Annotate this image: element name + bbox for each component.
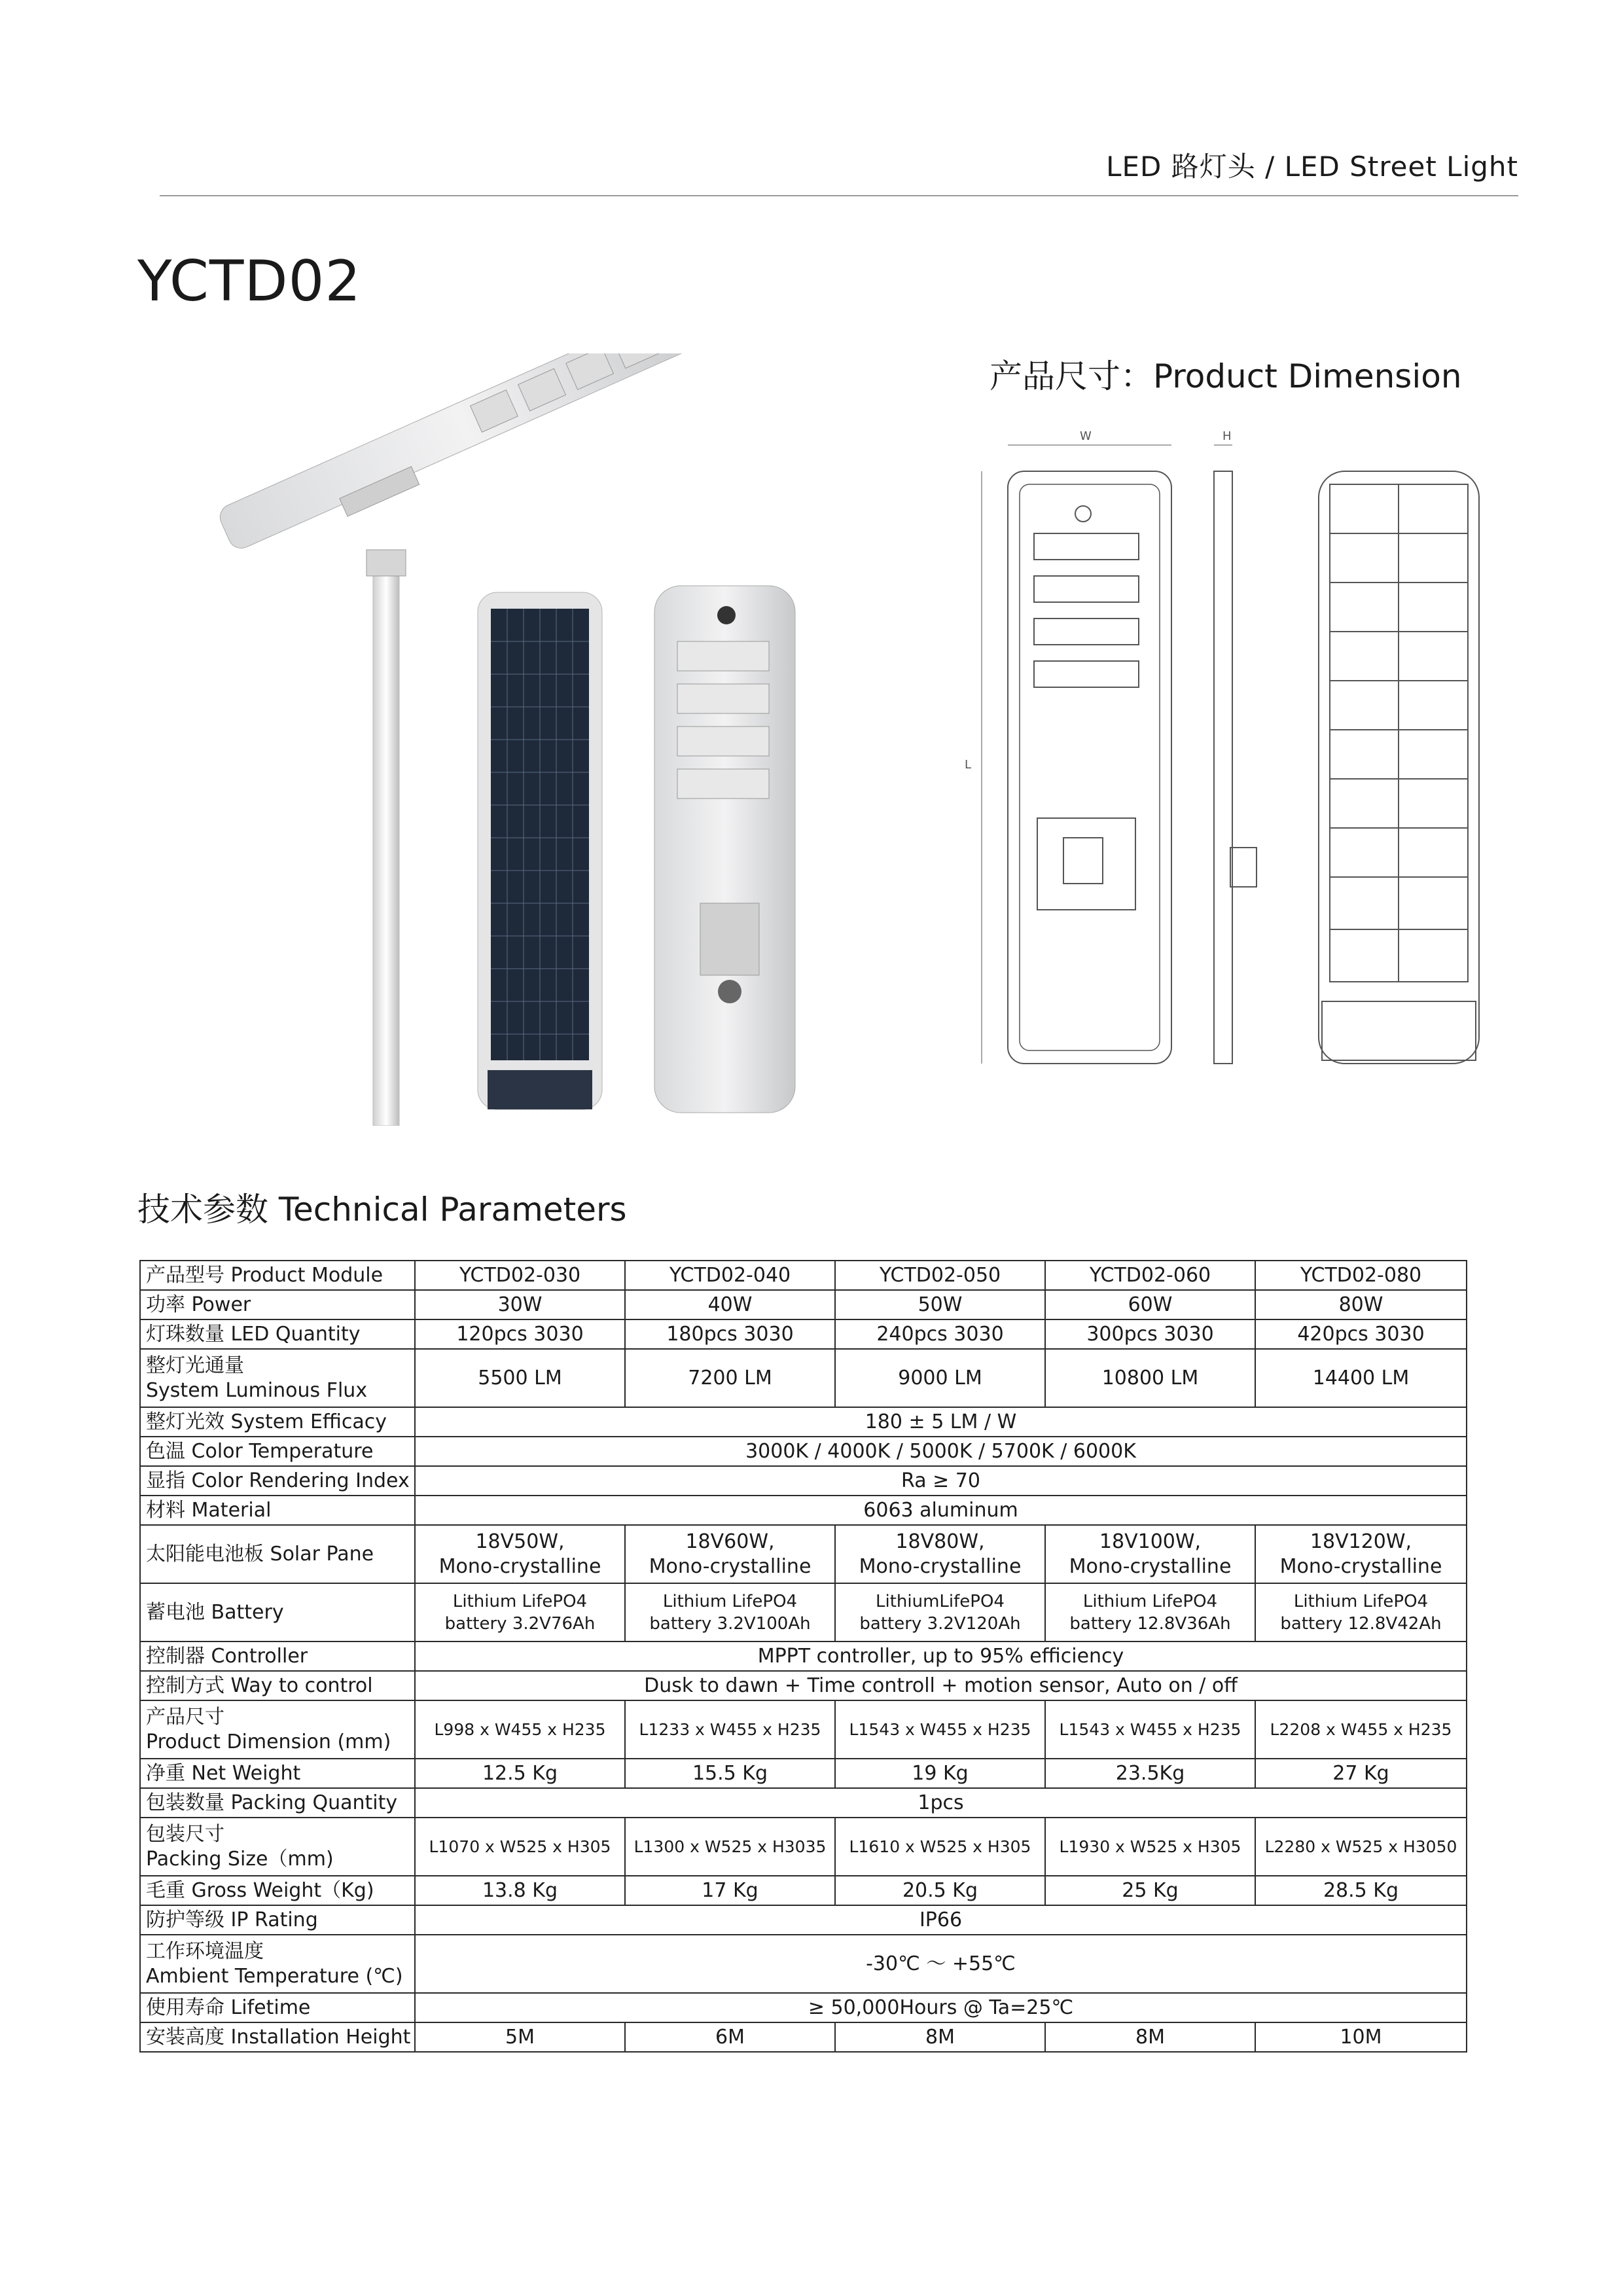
cell-line: 18V100W, (1099, 1530, 1202, 1553)
parameters-table (139, 1260, 1467, 2053)
table-cell: 20.5 Kg (835, 1876, 1045, 1905)
cell-line: 18V50W, (475, 1530, 565, 1553)
table-row (140, 1671, 1467, 1700)
table-cell (835, 1583, 1045, 1641)
row-label-cn: 整灯光通量 (146, 1354, 244, 1377)
cell-line: Mono-crystalline (859, 1554, 1022, 1578)
table-cell: 25 Kg (1045, 1876, 1255, 1905)
table-cell (415, 1525, 625, 1583)
table-cell: YCTD02-030 (415, 1261, 625, 1290)
cell-line: 18V80W, (895, 1530, 985, 1553)
table-cell (1255, 1583, 1467, 1641)
table-cell: 10M (1255, 2022, 1467, 2052)
cell-line: 18V60W, (685, 1530, 775, 1553)
table-cell: 5500 LM (415, 1349, 625, 1407)
row-label-cn: 产品尺寸 (146, 1705, 224, 1729)
table-cell: Dusk to dawn + Time controll + motion sensor, Auto on / off (415, 1671, 1467, 1700)
table-cell: L1233 x W455 x H235 (625, 1700, 835, 1759)
table-cell: L2208 x W455 x H235 (1255, 1700, 1467, 1759)
table-cell: 13.8 Kg (415, 1876, 625, 1905)
cell-line: Lithium LifePO4 (662, 1591, 798, 1611)
cell-line: battery 12.8V36Ah (1069, 1613, 1231, 1634)
table-cell: Ra ≥ 70 (415, 1466, 1467, 1496)
cell-line: 18V120W, (1310, 1530, 1412, 1553)
table-cell: 28.5 Kg (1255, 1876, 1467, 1905)
table-cell: 23.5Kg (1045, 1759, 1255, 1788)
table-row (140, 1407, 1467, 1437)
row-label (140, 1935, 415, 1993)
cell-line: Lithium LifePO4 (1293, 1591, 1429, 1611)
table-cell: 420pcs 3030 (1255, 1319, 1467, 1349)
cell-line: LithiumLifePO4 (876, 1591, 1005, 1611)
table-cell (835, 1525, 1045, 1583)
table-cell: 30W (415, 1290, 625, 1319)
cell-line: Mono-crystalline (1279, 1554, 1442, 1578)
table-cell: 240pcs 3030 (835, 1319, 1045, 1349)
table-row (140, 1319, 1467, 1349)
table-row (140, 1759, 1467, 1788)
table-cell (1255, 1525, 1467, 1583)
row-label: 色温 Color Temperature (140, 1437, 415, 1466)
table-cell: 17 Kg (625, 1876, 835, 1905)
table-cell: 1pcs (415, 1788, 1467, 1818)
table-cell: 6063 aluminum (415, 1496, 1467, 1525)
table-cell (1045, 1525, 1255, 1583)
row-label: 灯珠数量 LED Quantity (140, 1319, 415, 1349)
row-label-cn: 工作环境温度 (146, 1939, 264, 1963)
table-cell: 10800 LM (1045, 1349, 1255, 1407)
row-label-en: Ambient Temperature (℃) (146, 1964, 403, 1988)
table-cell: L1930 x W525 x H305 (1045, 1818, 1255, 1876)
tech-heading: 技术参数 Technical Parameters (137, 1191, 627, 1229)
table-cell: 50W (835, 1290, 1045, 1319)
table-row (140, 1700, 1467, 1759)
table-cell: 60W (1045, 1290, 1255, 1319)
table-cell: L1543 x W455 x H235 (835, 1700, 1045, 1759)
table-cell: 40W (625, 1290, 835, 1319)
row-label: 使用寿命 Lifetime (140, 1993, 415, 2022)
table-cell: YCTD02-080 (1255, 1261, 1467, 1290)
row-label: 净重 Net Weight (140, 1759, 415, 1788)
table-cell (1045, 1583, 1255, 1641)
table-cell: 19 Kg (835, 1759, 1045, 1788)
product-photo (196, 353, 851, 1126)
table-cell: 9000 LM (835, 1349, 1045, 1407)
table-cell: 12.5 Kg (415, 1759, 625, 1788)
row-label-en: Product Dimension (mm) (146, 1730, 391, 1753)
table-row (140, 1818, 1467, 1876)
dimension-heading: 产品尺寸：Product Dimension (990, 357, 1462, 395)
row-label: 功率 Power (140, 1290, 415, 1319)
row-label: 防护等级 IP Rating (140, 1905, 415, 1935)
dimension-drawing (969, 425, 1492, 1080)
dim-label-h: H (1222, 429, 1232, 443)
row-label: 显指 Color Rendering Index (140, 1466, 415, 1496)
table-row (140, 1641, 1467, 1671)
row-label (140, 1818, 415, 1876)
table-row (140, 1466, 1467, 1496)
table-cell: L998 x W455 x H235 (415, 1700, 625, 1759)
table-cell: L1070 x W525 x H305 (415, 1818, 625, 1876)
header-divider (160, 195, 1518, 196)
table-cell: YCTD02-050 (835, 1261, 1045, 1290)
table-cell: L1610 x W525 x H305 (835, 1818, 1045, 1876)
table-row (140, 1905, 1467, 1935)
model-title: YCTD02 (137, 249, 362, 314)
row-label: 控制方式 Way to control (140, 1671, 415, 1700)
dim-label-w: W (1080, 429, 1092, 443)
table-row (140, 1876, 1467, 1905)
table-row (140, 1290, 1467, 1319)
table-cell: 7200 LM (625, 1349, 835, 1407)
cell-line: battery 3.2V120Ah (859, 1613, 1021, 1634)
table-cell: 300pcs 3030 (1045, 1319, 1255, 1349)
table-cell: L1300 x W525 x H3035 (625, 1818, 835, 1876)
row-label-en: Packing Size（mm) (146, 1847, 334, 1871)
row-label-cn: 包装尺寸 (146, 1822, 224, 1846)
table-cell (415, 1583, 625, 1641)
table-row (140, 1788, 1467, 1818)
table-row (140, 1261, 1467, 1290)
table-cell: YCTD02-060 (1045, 1261, 1255, 1290)
table-row (140, 1993, 1467, 2022)
table-cell: 8M (1045, 2022, 1255, 2052)
table-row (140, 1349, 1467, 1407)
cell-line: Mono-crystalline (1069, 1554, 1232, 1578)
table-cell: 15.5 Kg (625, 1759, 835, 1788)
table-cell: 8M (835, 2022, 1045, 2052)
row-label: 材料 Material (140, 1496, 415, 1525)
row-label (140, 1700, 415, 1759)
row-label: 控制器 Controller (140, 1641, 415, 1671)
cell-line: Lithium LifePO4 (452, 1591, 588, 1611)
row-label: 安装高度 Installation Height (140, 2022, 415, 2052)
row-label: 蓄电池 Battery (140, 1583, 415, 1641)
table-cell (625, 1583, 835, 1641)
table-cell: YCTD02-040 (625, 1261, 835, 1290)
table-cell: ≥ 50,000Hours @ Ta=25℃ (415, 1993, 1467, 2022)
table-cell: MPPT controller, up to 95% efficiency (415, 1641, 1467, 1671)
table-cell: -30℃ ～ +55℃ (415, 1935, 1467, 1993)
cell-line: Mono-crystalline (649, 1554, 812, 1578)
table-cell: 6M (625, 2022, 835, 2052)
table-row (140, 1583, 1467, 1641)
table-cell: 180 ± 5 LM / W (415, 1407, 1467, 1437)
row-label (140, 1349, 415, 1407)
cell-line: Lithium LifePO4 (1082, 1591, 1218, 1611)
cell-line: Mono-crystalline (438, 1554, 601, 1578)
table-cell: 120pcs 3030 (415, 1319, 625, 1349)
dim-label-l: L (965, 758, 972, 772)
cell-line: battery 12.8V42Ah (1280, 1613, 1442, 1634)
table-cell: 14400 LM (1255, 1349, 1467, 1407)
cell-line: battery 3.2V76Ah (444, 1613, 596, 1634)
table-row (140, 1525, 1467, 1583)
table-row (140, 1496, 1467, 1525)
table-cell: L2280 x W525 x H3050 (1255, 1818, 1467, 1876)
table-cell: 5M (415, 2022, 625, 2052)
header-title: LED 路灯头 / LED Street Light (1106, 151, 1518, 183)
row-label: 整灯光效 System Efficacy (140, 1407, 415, 1437)
table-cell: 3000K / 4000K / 5000K / 5700K / 6000K (415, 1437, 1467, 1466)
table-row (140, 1437, 1467, 1466)
table-cell: 80W (1255, 1290, 1467, 1319)
row-label-en: System Luminous Flux (146, 1378, 368, 1402)
table-row (140, 1935, 1467, 1993)
table-cell (625, 1525, 835, 1583)
table-cell: 180pcs 3030 (625, 1319, 835, 1349)
table-cell: IP66 (415, 1905, 1467, 1935)
row-label: 太阳能电池板 Solar Pane (140, 1525, 415, 1583)
row-label: 毛重 Gross Weight（Kg) (140, 1876, 415, 1905)
table-cell: 27 Kg (1255, 1759, 1467, 1788)
table-row (140, 2022, 1467, 2052)
cell-line: battery 3.2V100Ah (649, 1613, 811, 1634)
row-label: 包装数量 Packing Quantity (140, 1788, 415, 1818)
table-cell: L1543 x W455 x H235 (1045, 1700, 1255, 1759)
row-label: 产品型号 Product Module (140, 1261, 415, 1290)
